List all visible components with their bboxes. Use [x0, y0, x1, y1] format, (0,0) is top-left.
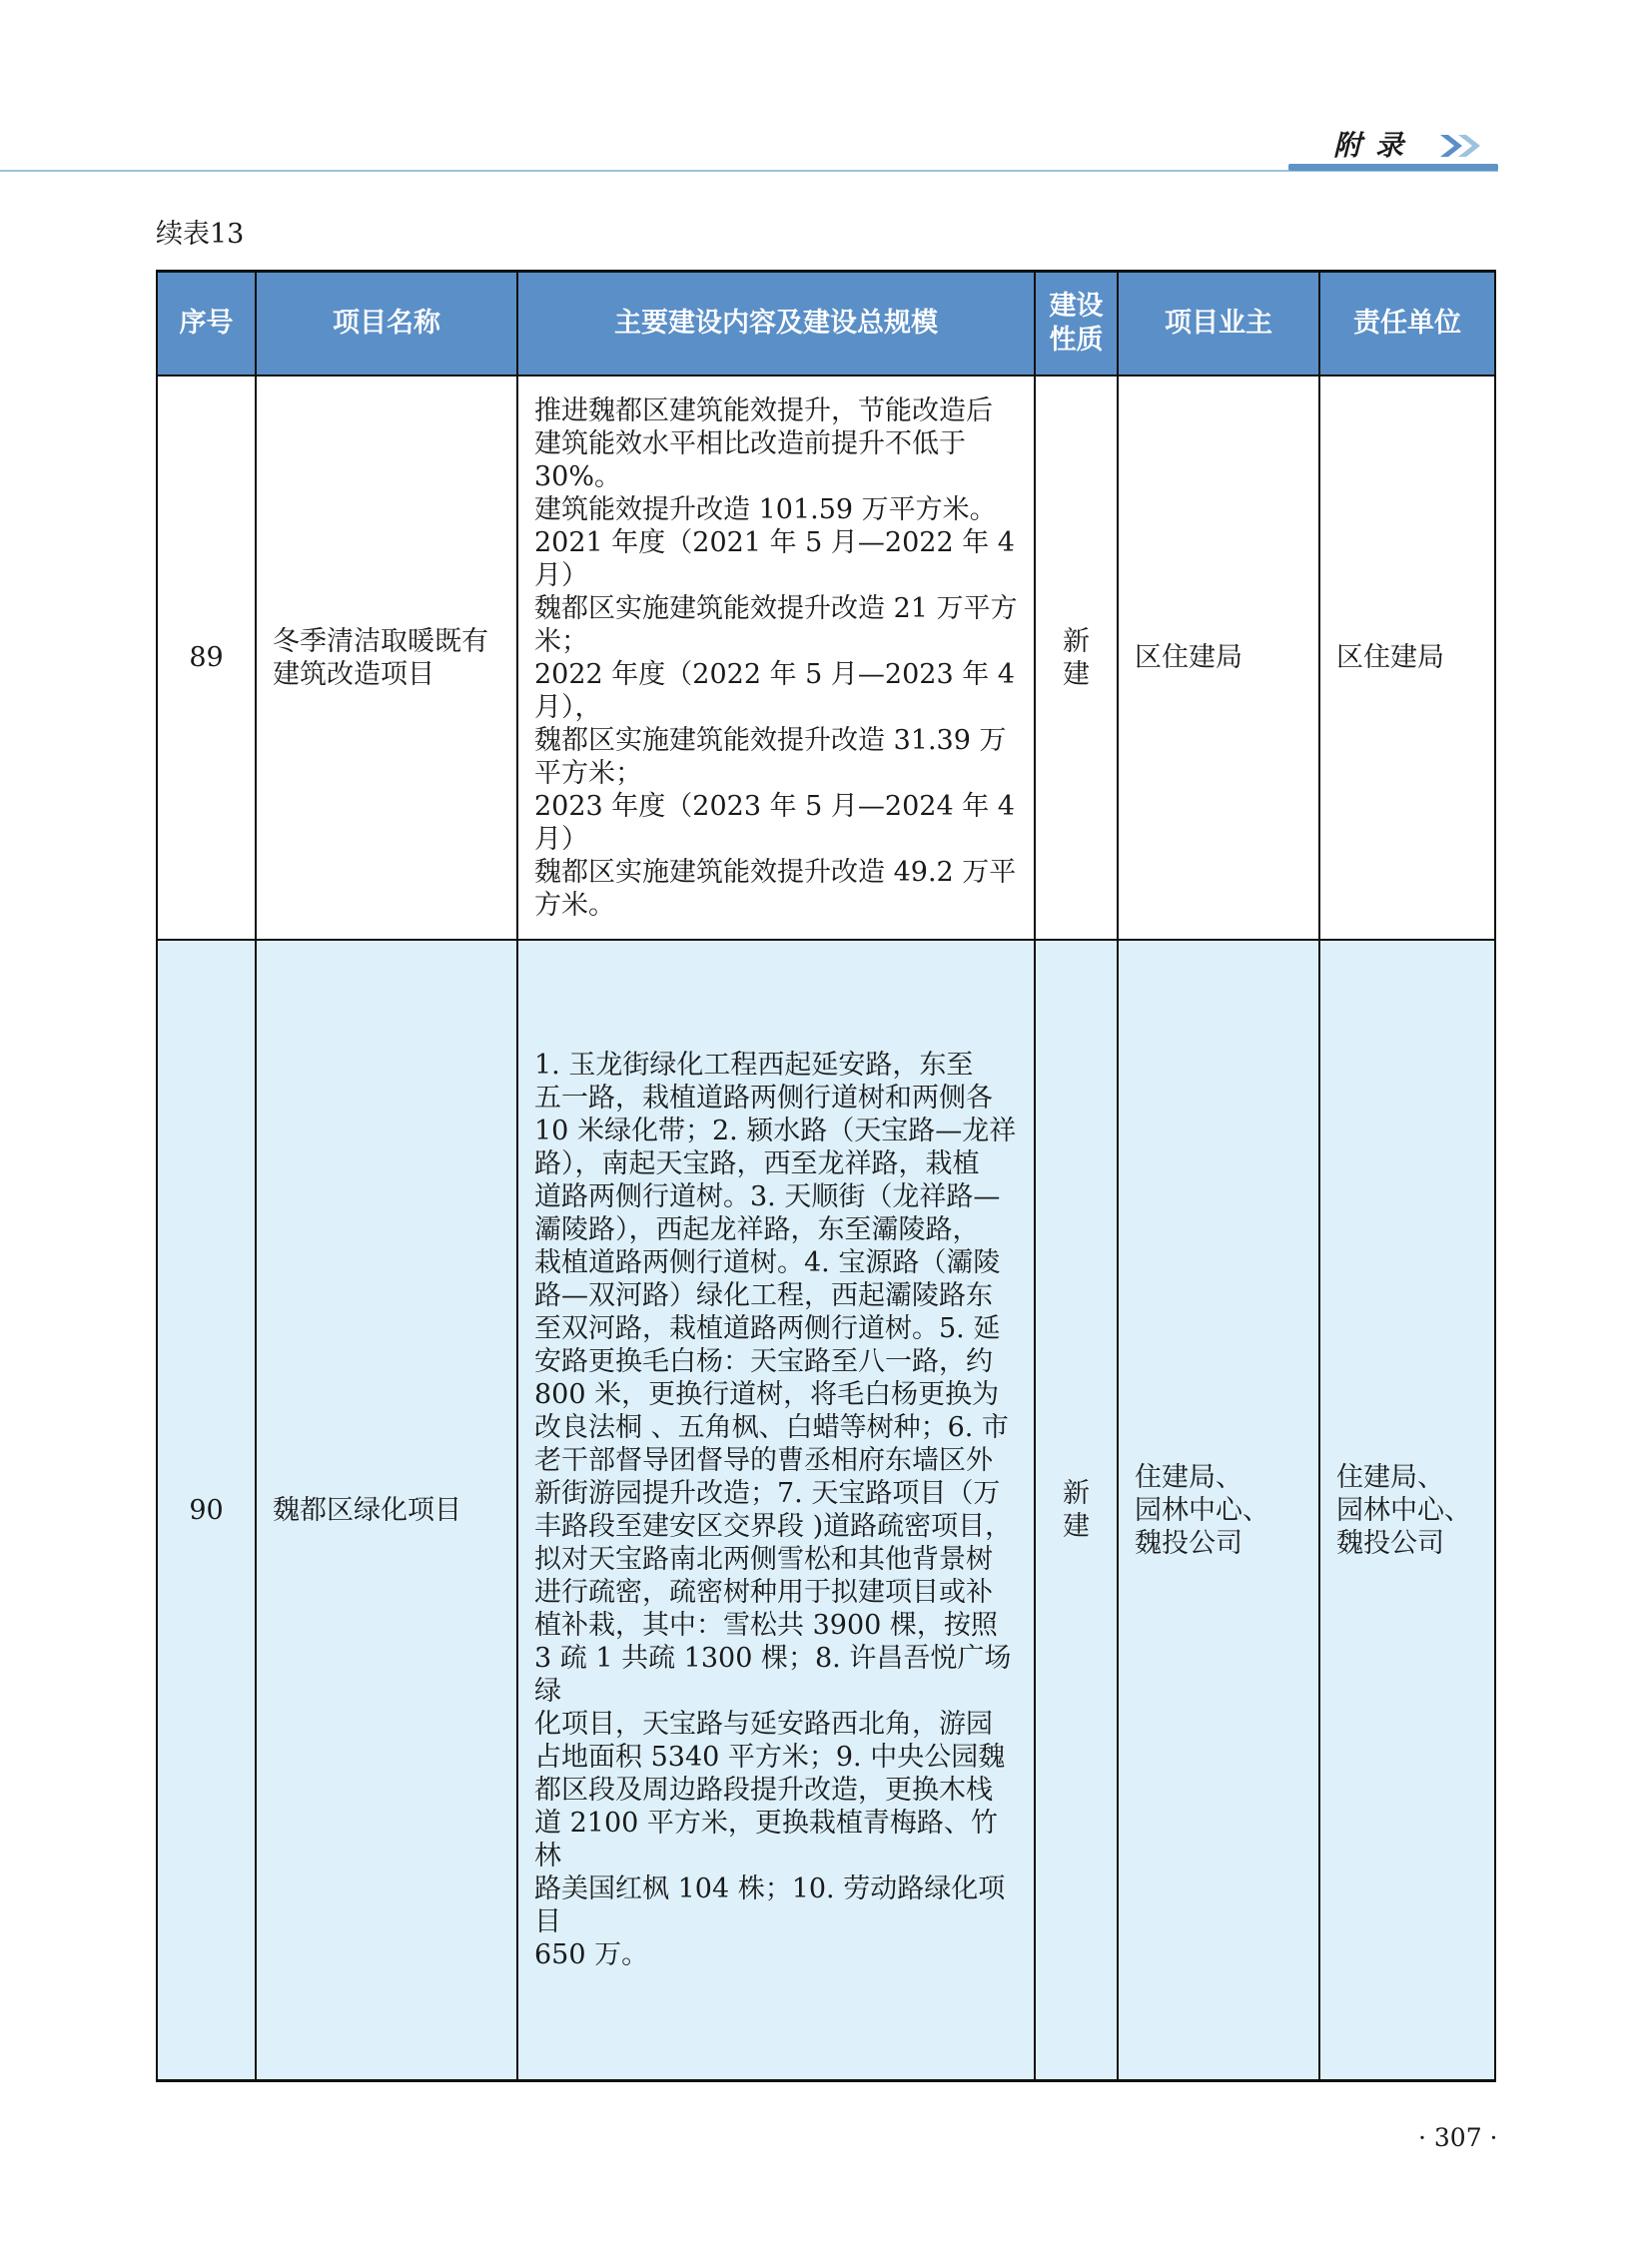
cell-unit: 住建局、 园林中心、 魏投公司 — [1319, 940, 1495, 2081]
col-header-unit: 责任单位 — [1319, 272, 1495, 376]
cell-no: 89 — [157, 375, 256, 940]
cell-nature: 新建 — [1035, 940, 1118, 2081]
col-header-name: 项目名称 — [256, 272, 517, 376]
cell-content: 1. 玉龙街绿化工程西起延安路，东至 五一路，栽植道路两侧行道树和两侧各 10 米绿化带；2. 颍水路（天宝路—龙祥 路），南起天宝路，西至龙祥路，栽植 道路两侧行道树。3. 天顺街（龙祥路— 灞陵路），西起龙祥路，东至灞陵路， 栽植道路两侧行道树。4. 宝源路（灞陵 路—双河路）绿化工程，西起灞陵路东 至双河路，栽植道路两侧行道树。5. 延 安路更换毛白杨：天宝路至八一路，约 800 米，更换行道树，将毛白杨更换为 改良法桐 、五角枫、白蜡等树种；6. 市 老干部督导团督导的曹丞相府东墙区外 新街游园提升改造；7. 天宝路项目（万 丰路段至建安区交界段 )道路疏密项目， 拟对天宝路南北两侧雪松和其他背景树 进行疏密，疏密树种用于拟建项目或补 植补栽，其中：雪松共 3900 棵，按照 3 疏 1 共疏 1300 棵；8. 许昌吾悦广场绿 化项目，天宝路与延安路西北角，游园 占地面积 5340 平方米；9. 中央公园魏 都区段及周边路段提升改造，更换木栈 道 2100 平方米，更换栽植青梅路、竹林 路美国红枫 104 株；10. 劳动路绿化项目 650 万。 — [517, 940, 1035, 2081]
double-chevron-icon — [1438, 133, 1494, 159]
table-header-row — [157, 272, 1495, 376]
cell-name: 冬季清洁取暖既有 建筑改造项目 — [256, 375, 517, 940]
cell-owner: 住建局、 园林中心、 魏投公司 — [1118, 940, 1319, 2081]
col-header-owner: 项目业主 — [1118, 272, 1319, 376]
cell-no: 90 — [157, 940, 256, 2081]
section-title: 附录 — [1333, 129, 1418, 162]
header-rule — [0, 170, 1498, 172]
col-header-no: 序号 — [157, 272, 256, 376]
col-header-content: 主要建设内容及建设总规模 — [517, 272, 1035, 376]
header-accent-bar — [1288, 164, 1498, 171]
cell-owner: 区住建局 — [1118, 375, 1319, 940]
cell-unit: 区住建局 — [1319, 375, 1495, 940]
project-table — [156, 270, 1496, 2082]
table-row — [157, 375, 1495, 940]
cell-name: 魏都区绿化项目 — [256, 940, 517, 2081]
table-row — [157, 940, 1495, 2081]
cell-nature: 新建 — [1035, 375, 1118, 940]
page-number: · 307 · — [1418, 2123, 1498, 2152]
col-header-nature: 建设 性质 — [1035, 272, 1118, 376]
continuation-label: 续表13 — [156, 219, 245, 250]
cell-content: 推进魏都区建筑能效提升，节能改造后 建筑能效水平相比改造前提升不低于 30%。 建筑能效提升改造 101.59 万平方米。 2021 年度（2021 年 5 月—2022 年 4 月） 魏都区实施建筑能效提升改造 21 万平方 米； 2022 年度（2022 年 5 月—2023 年 4 月）， 魏都区实施建筑能效提升改造 31.39 万 平方米； 2023 年度（2023 年 5 月—2024 年 4 月） 魏都区实施建筑能效提升改造 49.2 万平 方米。 — [517, 375, 1035, 940]
